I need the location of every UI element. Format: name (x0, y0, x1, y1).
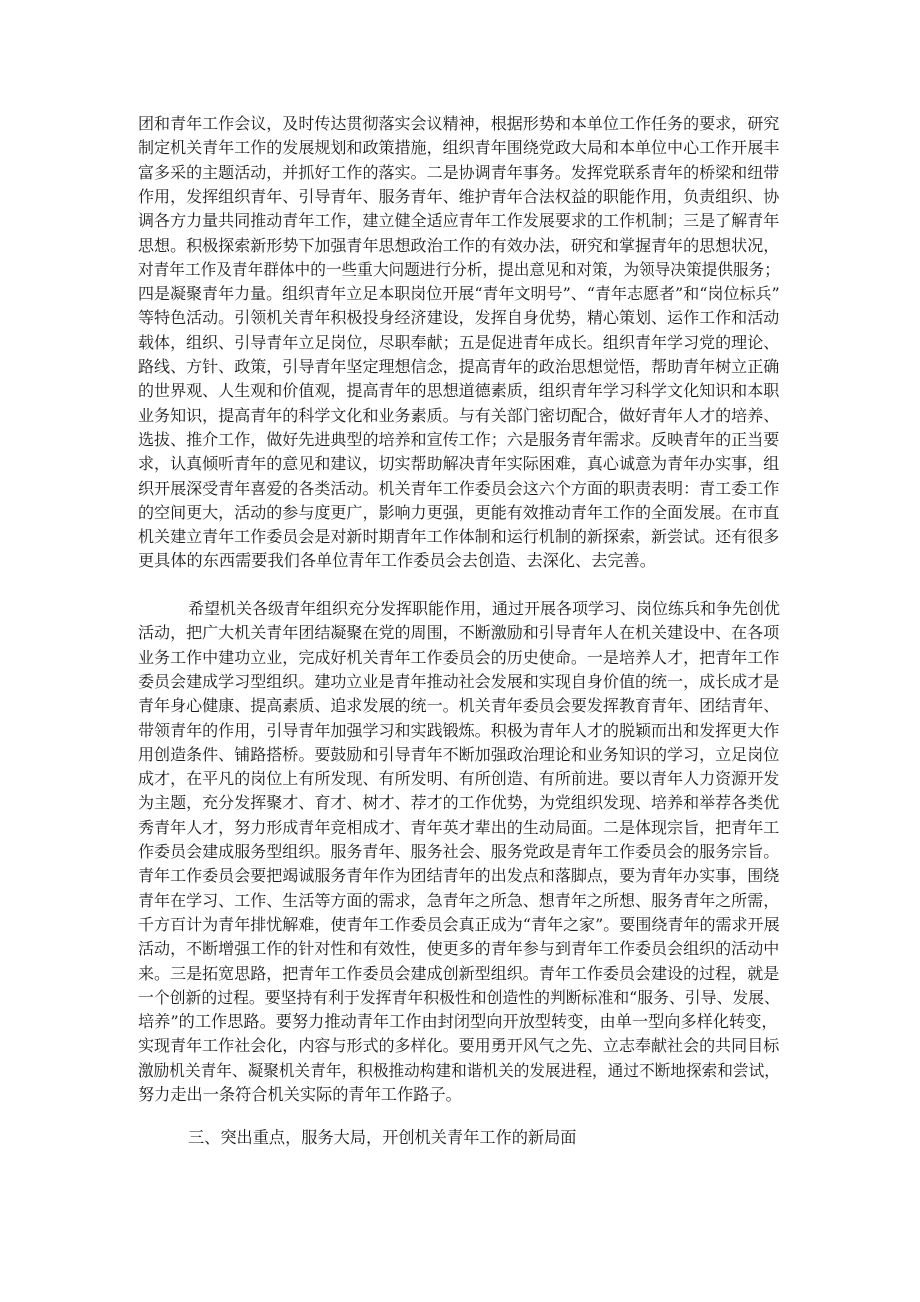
paragraph-line: 千方百计为青年排忧解难，使青年工作委员会真正成为“青年之家”。要围绕青年的需求开展 (138, 914, 780, 934)
paragraph-line: 青年在学习、工作、生活等方面的需求，急青年之所急、想青年之所想、服务青年之所需， (138, 890, 780, 910)
paragraph-line: 青年身心健康、提高素质、追求发展的统一。机关青年委员会要发挥教育青年、团结青年、 (138, 696, 780, 716)
paragraph-line: 用创造条件、铺路搭桥。要鼓励和引导青年不断加强政治理论和业务知识的学习，立足岗位 (138, 744, 780, 764)
paragraph-line: 更具体的东西需要我们各单位青年工作委员会去创造、去深化、去完善。 (138, 551, 656, 571)
paragraph-line: 活动，不断增强工作的针对性和有效性，使更多的青年参与到青年工作委员会组织的活动中 (138, 939, 780, 959)
paragraph-line: 秀青年人才，努力形成青年竞相成才、青年英才辈出的生动局面。二是体现宗旨，把青年工 (138, 817, 780, 837)
paragraph-line: 成才，在平凡的岗位上有所发现、有所发明、有所创造、有所前进。要以青年人力资源开发 (138, 769, 780, 789)
paragraph-line: 等特色活动。引领机关青年积极投身经济建设，发挥自身优势，精心策划、运作工作和活动 (138, 308, 780, 328)
paragraph-line: 四是凝聚青年力量。组织青年立足本职岗位开展“青年文明号”、“青年志愿者”和“岗位标兵” (138, 284, 780, 304)
paragraph-line: 努力走出一条符合机关实际的青年工作路子。 (138, 1085, 462, 1104)
paragraph-line: 带领青年的作用，引导青年加强学习和实践锻炼。积极为青年人才的脱颖而出和发挥更大作 (138, 720, 780, 740)
paragraph-line: 路线、方针、政策，引导青年坚定理想信念，提高青年的政治思想觉悟，帮助青年树立正确 (138, 357, 780, 376)
section-heading-3: 三、突出重点，服务大局，开创机关青年工作的新局面 (188, 1128, 577, 1147)
paragraph-line: 选拔、推介工作，做好先进典型的培养和宣传工作；六是服务青年需求。反映青年的正当要 (138, 429, 780, 449)
paragraph-line: 实现青年工作社会化，内容与形式的多样化。要用勇开风气之先、立志奉献社会的共同目标 (138, 1036, 780, 1056)
paragraph-line: 希望机关各级青年组织充分发挥职能作用，通过开展各项学习、岗位练兵和争先创优 (188, 599, 780, 618)
paragraph-line: 求，认真倾听青年的意见和建议，切实帮助解决青年实际困难，真心诚意为青年办实事，组 (138, 454, 780, 474)
paragraph-line: 激励机关青年、凝聚机关青年，积极推动构建和谐机关的发展进程，通过不断地探索和尝试， (138, 1060, 780, 1080)
paragraph-line: 对青年工作及青年群体中的一些重大问题进行分析，提出意见和对策，为领导决策提供服务； (138, 259, 780, 279)
paragraph-line: 作用，发挥组织青年、引导青年、服务青年、维护青年合法权益的职能作用，负责组织、协 (138, 186, 780, 206)
paragraph-line: 团和青年工作会议，及时传达贯彻落实会议精神，根据形势和本单位工作任务的要求，研究 (138, 114, 780, 133)
paragraph-line: 织开展深受青年喜爱的各类活动。机关青年工作委员会这六个方面的职责表明：青工委工作 (138, 478, 780, 498)
paragraph-line: 制定机关青年工作的发展规划和政策措施，组织青年围绕党政大局和本单位中心工作开展丰 (138, 138, 780, 158)
paragraph-line: 的世界观、人生观和价值观，提高青年的思想道德素质，组织青年学习科学文化知识和本职 (138, 381, 780, 401)
paragraph-line: 思想。积极探索新形势下加强青年思想政治工作的有效办法，研究和掌握青年的思想状况， (138, 235, 780, 255)
paragraph-line: 机关建立青年工作委员会是对新时期青年工作体制和运行机制的新探索，新尝试。还有很多 (138, 527, 780, 547)
paragraph-line: 活动，把广大机关青年团结凝聚在党的周围，不断激励和引导青年人在机关建设中、在各项 (138, 623, 780, 643)
paragraph-line: 调各方力量共同推动青年工作，建立健全适应青年工作发展要求的工作机制；三是了解青年 (138, 211, 780, 231)
paragraph-line: 载体，组织、引导青年立足岗位，尽职奉献；五是促进青年成长。组织青年学习党的理论、 (138, 332, 780, 352)
paragraph-line: 青年工作委员会要把竭诚服务青年作为团结青年的出发点和落脚点，要为青年办实事，围绕 (138, 866, 780, 886)
paragraph-line: 业务工作中建功立业，完成好机关青年工作委员会的历史使命。一是培养人才，把青年工作 (138, 647, 780, 667)
paragraph-line: 业务知识，提高青年的科学文化和业务素质。与有关部门密切配合，做好青年人才的培养、 (138, 405, 780, 425)
paragraph-line: 富多采的主题活动，并抓好工作的落实。二是协调青年事务。发挥党联系青年的桥梁和纽带 (138, 162, 780, 182)
paragraph-line: 作委员会建成服务型组织。服务青年、服务社会、服务党政是青年工作委员会的服务宗旨。 (138, 842, 780, 861)
paragraph-line: 一个创新的过程。要坚持有利于发挥青年积极性和创造性的判断标准和“服务、引导、发展、 (138, 987, 780, 1007)
paragraph-line: 的空间更大，活动的参与度更广，影响力更强，更能有效推动青年工作的全面发展。在市直 (138, 502, 780, 522)
paragraph-line: 委员会建成学习型组织。建功立业是青年推动社会发展和实现自身价值的统一，成长成才是 (138, 671, 780, 691)
paragraph-line: 培养”的工作思路。要努力推动青年工作由封闭型向开放型转变，由单一型向多样化转变， (138, 1012, 778, 1032)
paragraph-line: 为主题，充分发挥聚才、育才、树才、荐才的工作优势，为党组织发现、培养和举荐各类优 (138, 793, 780, 813)
paragraph-line: 来。三是拓宽思路，把青年工作委员会建成创新型组织。青年工作委员会建设的过程，就是 (138, 963, 780, 983)
